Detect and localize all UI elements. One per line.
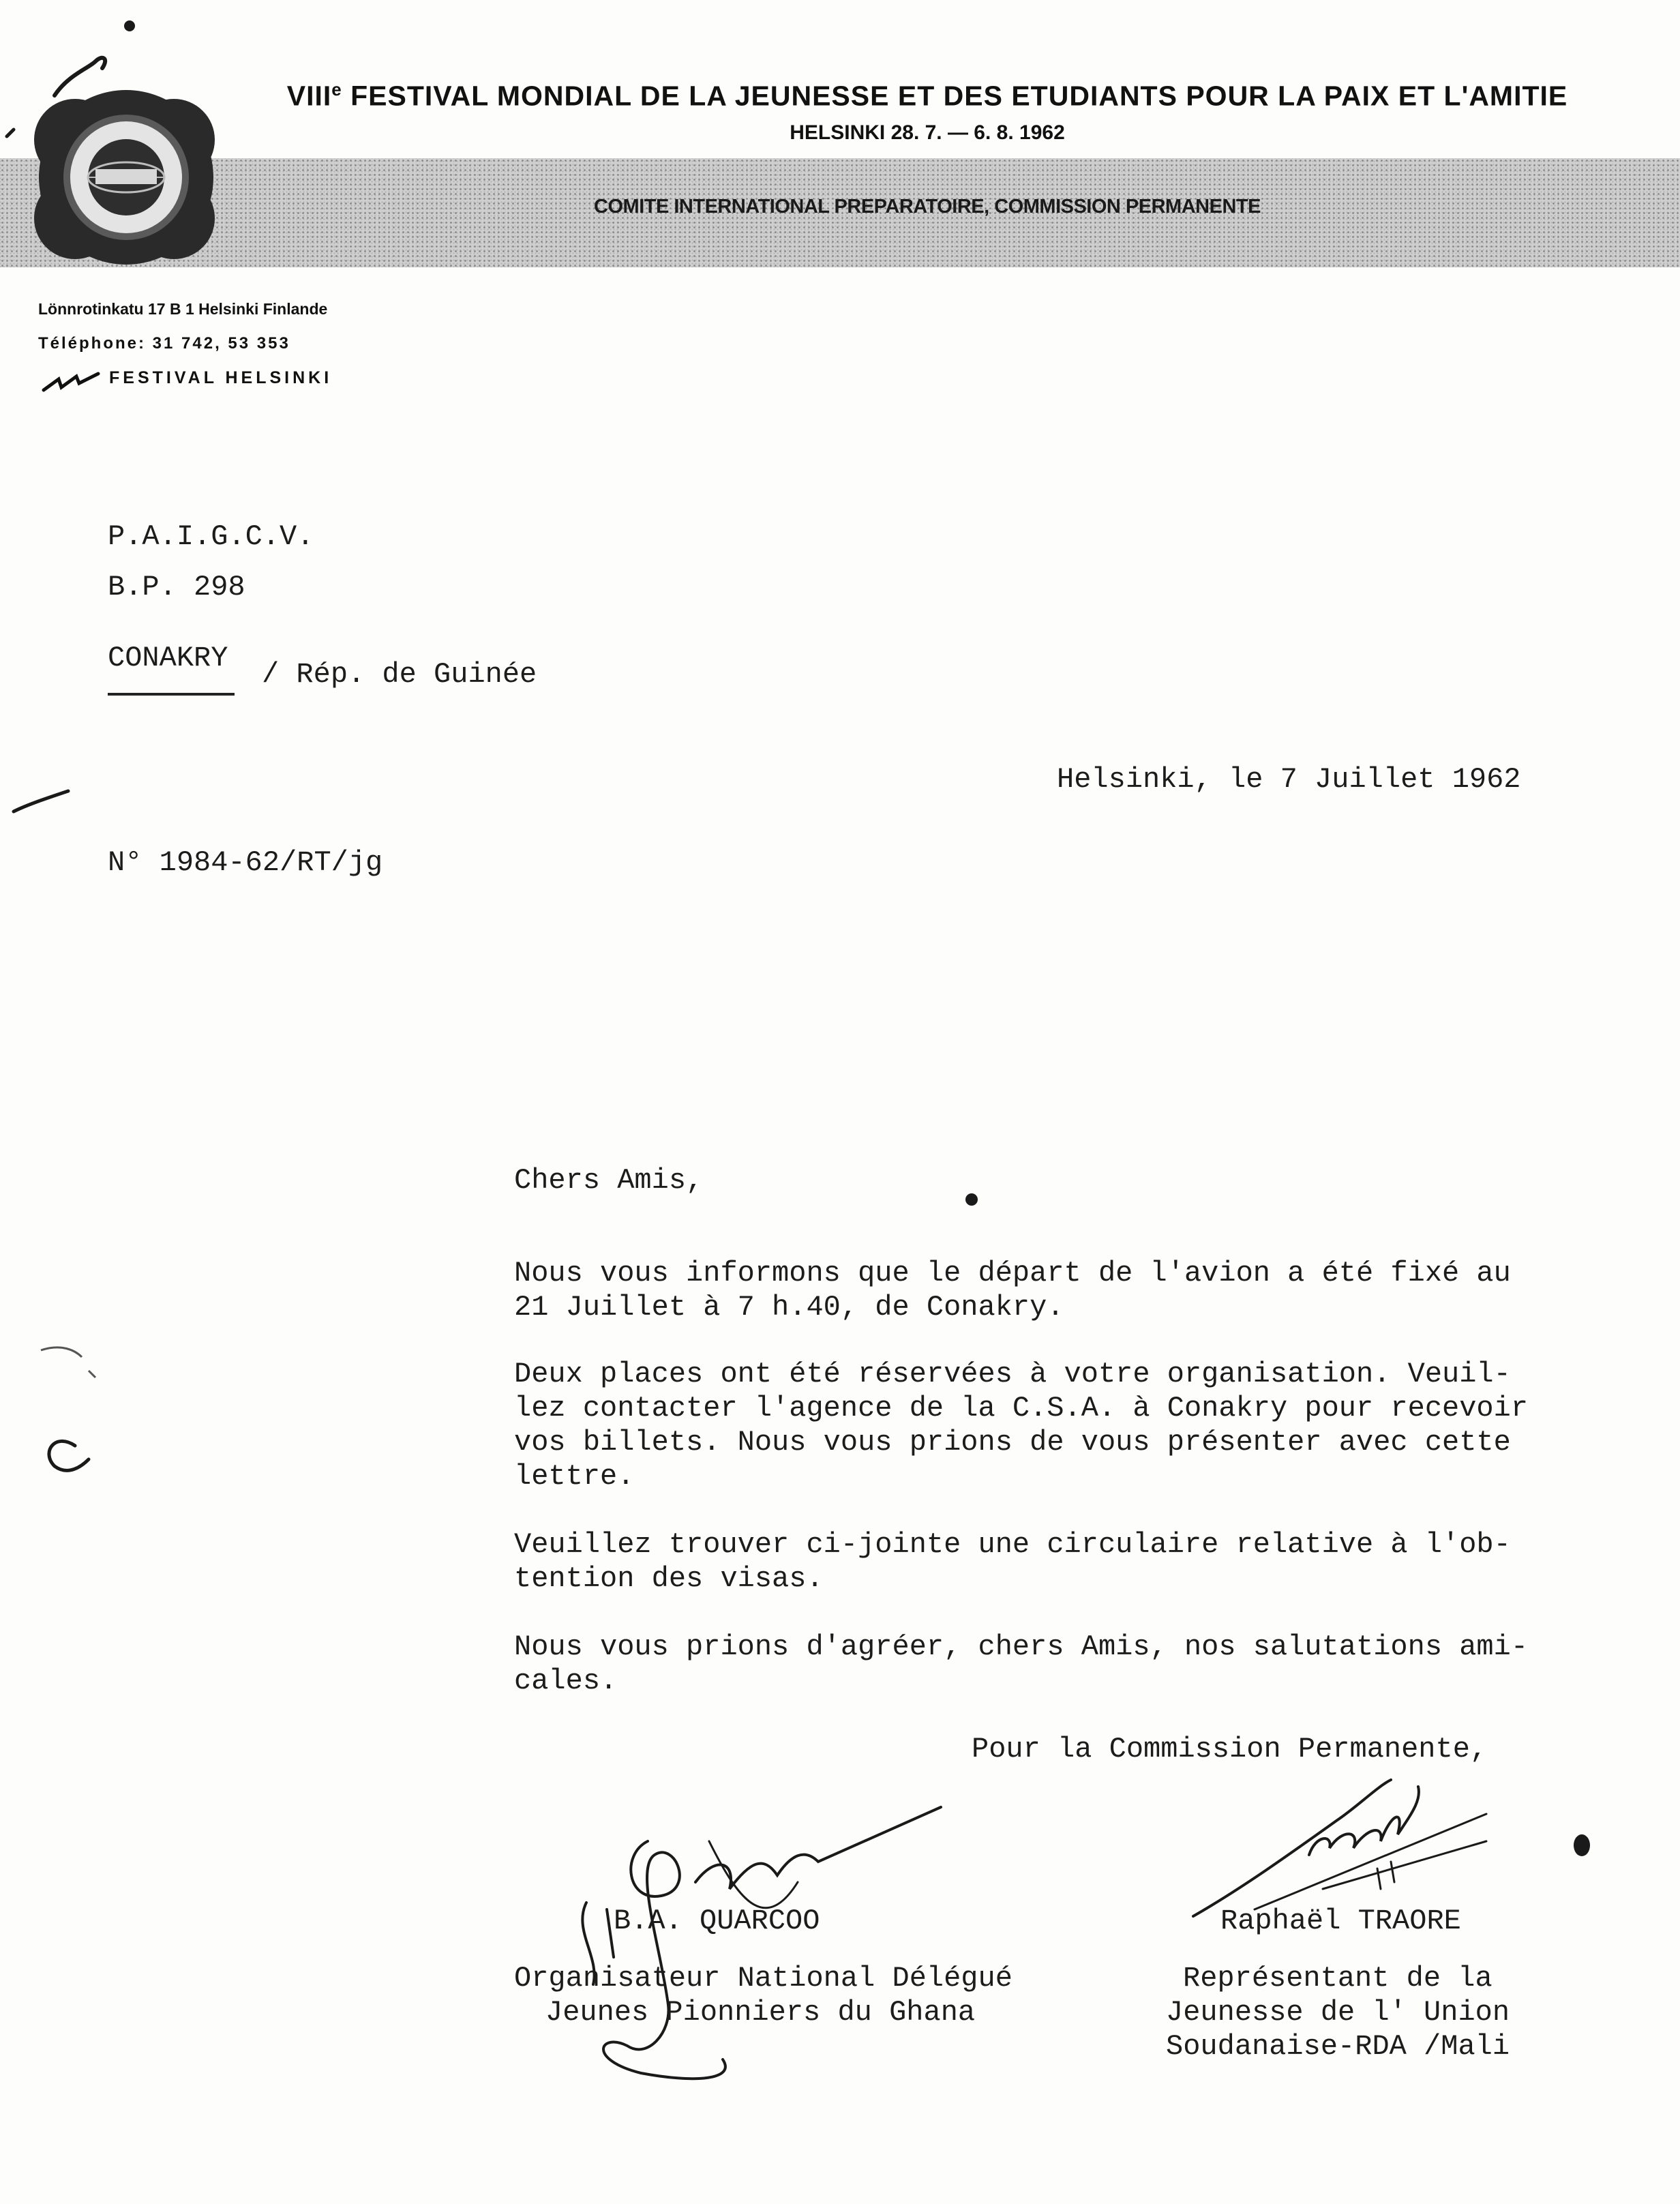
organization-phone: Téléphone: 31 742, 53 353 bbox=[38, 334, 290, 353]
telegram-icon bbox=[41, 368, 102, 396]
reference-number: N° 1984-62/RT/jg bbox=[108, 846, 383, 879]
body-line: lettre. bbox=[514, 1460, 635, 1493]
closing-line: Pour la Commission Permanente, bbox=[972, 1733, 1488, 1766]
festival-dates: HELSINKI 28. 7. — 6. 8. 1962 bbox=[790, 121, 1065, 144]
signatory-2-title: Jeunesse de l' Union bbox=[1166, 1996, 1510, 2029]
body-line: 21 Juillet à 7 h.40, de Conakry. bbox=[514, 1291, 1064, 1324]
body-line: Nous vous prions d'agréer, chers Amis, nos salutations ami- bbox=[514, 1630, 1529, 1663]
signatory-2-name: Raphaël TRAORE bbox=[1220, 1905, 1461, 1937]
body-line: Deux places ont été réservées à votre organisation. Veuil- bbox=[514, 1358, 1511, 1390]
city-underline bbox=[108, 693, 235, 696]
body-line: cales. bbox=[514, 1665, 618, 1697]
body-line: Nous vous informons que le départ de l'avion a été fixé au bbox=[514, 1257, 1511, 1290]
signature-traore bbox=[1186, 1773, 1500, 1937]
salutation: Chers Amis, bbox=[514, 1164, 704, 1197]
telegram-address: FESTIVAL HELSINKI bbox=[109, 368, 333, 387]
signatory-1-title: Organisateur National Délégué bbox=[514, 1962, 1012, 1995]
recipient-country: / Rép. de Guinée bbox=[262, 658, 537, 691]
recipient-line-1: P.A.I.G.C.V. bbox=[108, 520, 314, 553]
body-line: lez contacter l'agence de la C.S.A. à Conakry pour recevoir bbox=[514, 1392, 1529, 1425]
date-line: Helsinki, le 7 Juillet 1962 bbox=[1057, 763, 1521, 796]
signatory-1-name: B.A. QUARCOO bbox=[614, 1905, 820, 1937]
stray-ink-mark bbox=[27, 1337, 102, 1514]
festival-title: VIIIe FESTIVAL MONDIAL DE LA JEUNESSE ET DES ETUDIANTS POUR LA PAIX ET L'AMITIE bbox=[286, 79, 1568, 112]
signatory-2-title: Représentant de la bbox=[1183, 1962, 1492, 1995]
recipient-city: CONAKRY bbox=[108, 642, 228, 674]
signatory-2-title: Soudanaise-RDA /Mali bbox=[1166, 2030, 1510, 2063]
committee-name: COMITE INTERNATIONAL PREPARATOIRE, COMMISSION PERMANENTE bbox=[594, 196, 1261, 218]
stray-ink-mark bbox=[0, 7, 150, 143]
stray-ink-mark bbox=[7, 784, 75, 825]
signatory-1-title: Jeunes Pionniers du Ghana bbox=[545, 1996, 976, 2029]
stray-ink-dot bbox=[1568, 1832, 1595, 1859]
organization-address: Lönnrotinkatu 17 B 1 Helsinki Finlande bbox=[38, 300, 328, 318]
body-line: vos billets. Nous vous prions de vous présenter avec cette bbox=[514, 1426, 1511, 1459]
stray-ink-dot bbox=[961, 1189, 982, 1210]
recipient-line-2: B.P. 298 bbox=[108, 571, 245, 604]
body-line: tention des visas. bbox=[514, 1562, 824, 1595]
body-line: Veuillez trouver ci-jointe une circulaire relative à l'ob- bbox=[514, 1528, 1511, 1561]
signature-quarcoo bbox=[559, 1800, 968, 2087]
